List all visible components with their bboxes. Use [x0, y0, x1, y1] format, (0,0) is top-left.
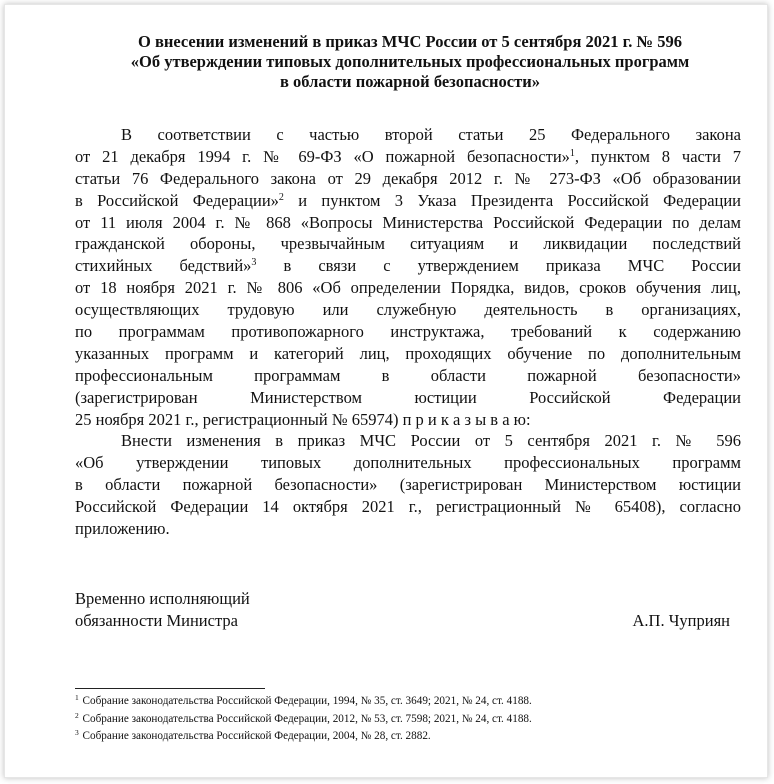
- body-line: в Российской Федерации»$^2$ и пунктом 3 Указа Президента Российской Федерации: [75, 190, 742, 210]
- footnote-text: Собрание законодательства Российской Федерации, 2004, № 28, ст. 2882.: [79, 730, 431, 742]
- footnote-mark: 1: [75, 693, 79, 702]
- body-line: гражданской обороны, чрезвычайным ситуациям и ликвидации последствий: [75, 234, 741, 254]
- footnote-divider: [75, 688, 265, 689]
- body-line: Внести изменения в приказ МЧС России от 5 сентября 2021 г. № 596: [121, 431, 741, 451]
- document-title: [75, 32, 745, 92]
- body-line: профессиональным программам в области пожарной безопасности»: [75, 365, 741, 385]
- body-line: статьи 76 Федерального закона от 29 декабря 2012 г. № 273-ФЗ «Об образовании: [75, 168, 741, 188]
- signatory-position: [75, 588, 250, 632]
- signatory-position-line: Временно исполняющий: [75, 589, 250, 608]
- footnote-item: [75, 693, 532, 711]
- body-line: 25 ноября 2021 г., регистрационный № 65974) п р и к а з ы в а ю:: [75, 409, 531, 429]
- title-line: «Об утверждении типовых дополнительных профессиональных программ: [130, 52, 690, 71]
- body-line: в области пожарной безопасности» (зарегистрирован Министерством юстиции: [75, 475, 741, 495]
- body-line: от 21 декабря 1994 г. № 69-ФЗ «О пожарной безопасности»$^1$, пунктом 8 части 7: [75, 146, 741, 166]
- body-line: по программам противопожарного инструктажа, требований к содержанию: [75, 322, 741, 342]
- footnote-mark: 3: [75, 728, 79, 737]
- footnote-ref: 1: [569, 147, 575, 159]
- document-body: [75, 124, 741, 540]
- document-page: [4, 4, 768, 778]
- footnote-text: Собрание законодательства Российской Федерации, 2012, № 53, ст. 7598; 2021, № 24, ст. 4188.: [79, 712, 532, 725]
- body-line: В соответствии с частью второй статьи 25 Федерального закона: [121, 125, 741, 144]
- signatory-name: А.П. Чуприян: [632, 611, 730, 630]
- signatory-position-line: обязанности Министра: [75, 610, 238, 630]
- body-line: Российской Федерации 14 октября 2021 г., регистрационный № 65408), согласно: [75, 497, 741, 517]
- footnote-ref: 3: [251, 257, 257, 269]
- title-line: в области пожарной безопасности»: [280, 72, 540, 91]
- body-line: стихийных бедствий»$^3$ в связи с утверждением приказа МЧС России: [75, 256, 741, 276]
- footnote-item: [75, 728, 532, 746]
- footnote-ref: 2: [278, 191, 284, 203]
- body-line: (зарегистрирован Министерством юстиции Российской Федерации: [75, 387, 741, 407]
- body-line: от 18 ноября 2021 г. № 806 «Об определении Порядка, видов, сроков обучения лиц,: [75, 278, 741, 298]
- title-line: О внесении изменений в приказ МЧС России от 5 сентября 2021 г. № 596: [137, 32, 682, 51]
- footnotes: [75, 693, 532, 746]
- footnote-item: [75, 711, 532, 729]
- footnote-mark: 2: [75, 710, 79, 720]
- footnote-text: Собрание законодательства Российской Федерации, 1994, № 35, ст. 3649; 2021, № 24, ст. 4188.: [79, 695, 532, 707]
- body-line: «Об утверждении типовых дополнительных профессиональных программ: [75, 453, 741, 473]
- body-line: от 11 июля 2004 г. № 868 «Вопросы Министерства Российской Федерации по делам: [75, 212, 741, 232]
- body-line: приложению.: [75, 519, 170, 539]
- body-line: осуществляющих трудовую или служебную деятельность в организациях,: [75, 300, 741, 320]
- body-line: указанных программ и категорий лиц, проходящих обучение по дополнительным: [75, 343, 741, 363]
